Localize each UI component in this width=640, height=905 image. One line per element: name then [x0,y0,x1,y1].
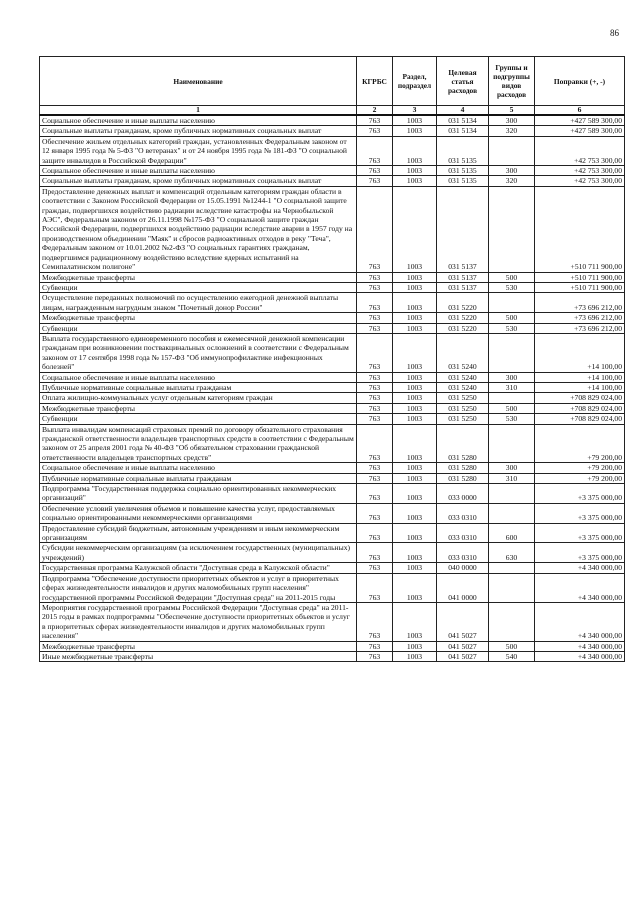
table-row [40,463,625,473]
table-row [40,136,625,165]
row-name: Социальное обеспечение и иные выплаты населению [40,166,357,176]
row-target-item: 031 5250 [437,393,489,403]
row-amount: +73 696 212,00 [535,323,625,333]
row-expense-group: 500 [489,641,535,651]
row-expense-group: 300 [489,166,535,176]
row-target-item: 031 5137 [437,186,489,272]
row-section: 1003 [393,563,437,573]
row-name: Социальное обеспечение и иные выплаты населению [40,372,357,382]
row-kgrbs: 763 [357,503,393,523]
row-section: 1003 [393,424,437,463]
row-amount: +427 589 300,00 [535,115,625,126]
column-number: 1 [40,106,357,116]
table-row [40,484,625,504]
row-name: Социальные выплаты гражданам, кроме публичных нормативных социальных выплат [40,126,357,136]
row-kgrbs: 763 [357,136,393,165]
page-number: 86 [610,28,619,38]
row-name: Обеспечение жильем отдельных категорий граждан, установленных Федеральным законом от 12 января 1995 года № 5-ФЗ "О ветеранах" и от 24 ноября 1995 года № 181-ФЗ "О социальной защите инвалидов в Российской Федерации" [40,136,357,165]
row-amount: +42 753 300,00 [535,176,625,186]
row-name: Социальное обеспечение и иные выплаты населению [40,463,357,473]
row-amount: +79 200,00 [535,473,625,483]
row-expense-group [489,186,535,272]
row-section: 1003 [393,333,437,372]
budget-table [39,56,625,662]
row-amount: +510 711 900,00 [535,272,625,282]
row-kgrbs: 763 [357,414,393,424]
row-target-item: 041 0000 [437,573,489,602]
row-target-item: 031 5134 [437,115,489,126]
table-row [40,282,625,292]
table-row [40,414,625,424]
table-row [40,186,625,272]
row-name: Межбюджетные трансферты [40,641,357,651]
row-target-item: 031 5220 [437,293,489,313]
header-section: Раздел, подраздел [393,57,437,106]
table-row [40,372,625,382]
row-name: Выплата государственного единовременного пособия и ежемесячной денежной компенсации гражданам при возникновении поствакцинальных осложнений в соответствии с Федеральным законом от 17 сентября 1998 года № 157-ФЗ "Об иммунопрофилактике инфекционных болезней" [40,333,357,372]
row-section: 1003 [393,382,437,392]
row-expense-group: 310 [489,473,535,483]
row-section: 1003 [393,136,437,165]
row-amount: +708 829 024,00 [535,393,625,403]
row-expense-group [489,563,535,573]
row-expense-group: 530 [489,282,535,292]
header-name: Наименование [40,57,357,106]
row-expense-group [489,503,535,523]
row-target-item: 041 5027 [437,641,489,651]
row-target-item: 031 5250 [437,414,489,424]
row-target-item: 040 0000 [437,563,489,573]
row-kgrbs: 763 [357,403,393,413]
row-expense-group [489,424,535,463]
table-row [40,651,625,661]
row-kgrbs: 763 [357,573,393,602]
row-target-item: 033 0310 [437,523,489,543]
row-section: 1003 [393,414,437,424]
row-name: Мероприятия государственной программы Российской Федерации "Доступная среда" на 2011-2015 годы в рамках подпрограммы "Обеспечение доступности приоритетных объектов и услуг в приоритетных сферах жизнедеятельности инвалидов и других маломобильных групп населения" [40,602,357,641]
row-target-item: 041 5027 [437,602,489,641]
table-row [40,503,625,523]
row-kgrbs: 763 [357,333,393,372]
row-amount: +3 375 000,00 [535,523,625,543]
row-expense-group: 500 [489,403,535,413]
row-kgrbs: 763 [357,126,393,136]
column-number: 4 [437,106,489,116]
row-name: Социальные выплаты гражданам, кроме публичных нормативных социальных выплат [40,176,357,186]
row-amount: +3 375 000,00 [535,484,625,504]
table-row [40,602,625,641]
row-target-item: 031 5137 [437,282,489,292]
row-amount: +79 200,00 [535,424,625,463]
row-kgrbs: 763 [357,372,393,382]
row-section: 1003 [393,641,437,651]
row-expense-group [489,393,535,403]
row-amount: +73 696 212,00 [535,313,625,323]
row-name: Публичные нормативные социальные выплаты гражданам [40,382,357,392]
row-target-item: 033 0310 [437,543,489,563]
row-name: Субвенции [40,282,357,292]
table-row [40,313,625,323]
row-amount: +4 340 000,00 [535,651,625,661]
row-expense-group: 300 [489,372,535,382]
row-name: Межбюджетные трансферты [40,313,357,323]
row-kgrbs: 763 [357,186,393,272]
row-kgrbs: 763 [357,166,393,176]
row-target-item: 031 5250 [437,403,489,413]
row-section: 1003 [393,166,437,176]
row-amount: +14 100,00 [535,372,625,382]
row-section: 1003 [393,602,437,641]
row-kgrbs: 763 [357,543,393,563]
column-numbers-row [40,106,625,116]
row-section: 1003 [393,293,437,313]
row-section: 1003 [393,503,437,523]
row-kgrbs: 763 [357,484,393,504]
row-amount: +4 340 000,00 [535,573,625,602]
row-target-item: 031 5240 [437,372,489,382]
column-number: 5 [489,106,535,116]
row-section: 1003 [393,403,437,413]
row-expense-group: 310 [489,382,535,392]
row-target-item: 033 0000 [437,484,489,504]
row-amount: +73 696 212,00 [535,293,625,313]
row-section: 1003 [393,313,437,323]
row-target-item: 031 5137 [437,272,489,282]
row-kgrbs: 763 [357,393,393,403]
row-amount: +4 340 000,00 [535,602,625,641]
row-kgrbs: 763 [357,313,393,323]
row-expense-group: 600 [489,523,535,543]
table-body [40,115,625,662]
row-section: 1003 [393,523,437,543]
row-expense-group: 320 [489,176,535,186]
row-name: Социальное обеспечение и иные выплаты населению [40,115,357,126]
row-kgrbs: 763 [357,382,393,392]
row-target-item: 031 5134 [437,126,489,136]
row-kgrbs: 763 [357,651,393,661]
column-number: 2 [357,106,393,116]
row-expense-group: 530 [489,414,535,424]
row-kgrbs: 763 [357,176,393,186]
row-section: 1003 [393,186,437,272]
row-target-item: 031 5240 [437,382,489,392]
row-kgrbs: 763 [357,641,393,651]
row-amount: +708 829 024,00 [535,403,625,413]
row-kgrbs: 763 [357,523,393,543]
row-target-item: 031 5280 [437,424,489,463]
row-amount: +4 340 000,00 [535,563,625,573]
row-section: 1003 [393,463,437,473]
row-expense-group [489,484,535,504]
row-section: 1003 [393,484,437,504]
row-name: Публичные нормативные социальные выплаты гражданам [40,473,357,483]
table-row [40,523,625,543]
header-target-item: Целевая статья расходов [437,57,489,106]
row-expense-group: 500 [489,313,535,323]
row-expense-group [489,573,535,602]
row-expense-group [489,602,535,641]
row-target-item: 031 5280 [437,473,489,483]
row-amount: +14 100,00 [535,382,625,392]
row-name: Межбюджетные трансферты [40,403,357,413]
row-expense-group: 300 [489,115,535,126]
row-section: 1003 [393,573,437,602]
row-name: Субвенции [40,414,357,424]
table-row [40,293,625,313]
row-kgrbs: 763 [357,602,393,641]
row-name: Подпрограмма "Государственная поддержка социально ориентированных некоммерческих организаций" [40,484,357,504]
row-name: Государственная программа Калужской области "Доступная среда в Калужской области" [40,563,357,573]
row-amount: +708 829 024,00 [535,414,625,424]
row-expense-group: 530 [489,323,535,333]
row-target-item: 031 5135 [437,176,489,186]
table-row [40,424,625,463]
column-number: 6 [535,106,625,116]
table-row [40,473,625,483]
header-row [40,57,625,106]
row-target-item: 031 5240 [437,333,489,372]
header-amendment: Поправки (+, -) [535,57,625,106]
table-row [40,176,625,186]
row-target-item: 031 5220 [437,313,489,323]
row-kgrbs: 763 [357,473,393,483]
row-expense-group: 500 [489,272,535,282]
table-row [40,543,625,563]
row-section: 1003 [393,372,437,382]
row-amount: +79 200,00 [535,463,625,473]
row-expense-group: 540 [489,651,535,661]
table-row [40,115,625,126]
row-target-item: 031 5280 [437,463,489,473]
row-name: Выплата инвалидам компенсаций страховых премий по договору обязательного страхования гражданской ответственности владельцев транспортных средств в соответствии с Федеральным законом от 25 апреля 2001 года № 40-ФЗ "Об обязательном страховании гражданской ответственности владельцев транспортных средств" [40,424,357,463]
row-kgrbs: 763 [357,463,393,473]
row-name: Обеспечение условий увеличения объемов и повышение качества услуг, предоставляемых социально ориентированными некоммерческими организациями [40,503,357,523]
row-kgrbs: 763 [357,563,393,573]
row-kgrbs: 763 [357,293,393,313]
row-amount: +427 589 300,00 [535,126,625,136]
row-amount: +42 753 300,00 [535,136,625,165]
row-section: 1003 [393,323,437,333]
row-section: 1003 [393,176,437,186]
row-section: 1003 [393,393,437,403]
column-number: 3 [393,106,437,116]
row-name: Иные межбюджетные трансферты [40,651,357,661]
table-row [40,563,625,573]
row-section: 1003 [393,473,437,483]
row-kgrbs: 763 [357,115,393,126]
row-target-item: 031 5135 [437,136,489,165]
row-name: Предоставление субсидий бюджетным, автономным учреждениям и иным некоммерческим организациям [40,523,357,543]
row-amount: +3 375 000,00 [535,503,625,523]
row-expense-group [489,293,535,313]
row-amount: +42 753 300,00 [535,166,625,176]
table-row [40,403,625,413]
row-section: 1003 [393,126,437,136]
table-row [40,641,625,651]
table-row [40,166,625,176]
row-target-item: 031 5220 [437,323,489,333]
row-section: 1003 [393,543,437,563]
row-target-item: 041 5027 [437,651,489,661]
row-name: Субвенции [40,323,357,333]
row-name: Подпрограмма "Обеспечение доступности приоритетных объектов и услуг в приоритетных сферах жизнедеятельности инвалидов и других маломобильных групп населения" государственной программы Российской Федерации "Доступная среда" на 2011-2015 годы [40,573,357,602]
header-expense-group: Группы и подгруппы видов расходов [489,57,535,106]
row-kgrbs: 763 [357,424,393,463]
row-name: Оплата жилищно-коммунальных услуг отдельным категориям граждан [40,393,357,403]
row-amount: +3 375 000,00 [535,543,625,563]
row-expense-group: 300 [489,463,535,473]
row-kgrbs: 763 [357,272,393,282]
row-amount: +14 100,00 [535,333,625,372]
row-expense-group: 630 [489,543,535,563]
row-target-item: 033 0310 [437,503,489,523]
row-section: 1003 [393,282,437,292]
table-row [40,382,625,392]
row-amount: +4 340 000,00 [535,641,625,651]
row-name: Осуществление переданных полномочий по осуществлению ежегодной денежной выплаты лицам, награжденным нагрудным знаком "Почетный донор России" [40,293,357,313]
row-name: Предоставление денежных выплат и компенсаций отдельным категориям граждан области в соответствии с Законом Российской Федерации от 15.05.1991 №1244-1 "О социальной защите граждан, подвергшихся воздействию радиации вследствие катастрофы на Чернобыльской АЭС", Федеральным законом от 26.11.1998 №175-ФЗ "О социальной защите граждан Российской Федерации, подвергшихся воздействию радиации вследствие аварии в 1957 году на производственном объединении "Маяк" и сбросов радиоактивных отходов в реку "Теча", Федеральным законом от 10.01.2002 №2-ФЗ "О социальных гарантиях гражданам, подвергшимся радиационному воздействию вследствие ядерных испытаний на Семипалатинском полигоне" [40,186,357,272]
table-row [40,573,625,602]
row-target-item: 031 5135 [437,166,489,176]
header-kgrbs: КГРБС [357,57,393,106]
row-kgrbs: 763 [357,282,393,292]
row-name: Межбюджетные трансферты [40,272,357,282]
row-kgrbs: 763 [357,323,393,333]
row-expense-group [489,136,535,165]
row-section: 1003 [393,651,437,661]
row-name: Субсидии некоммерческим организациям (за исключением государственных (муниципальных) учреждений) [40,543,357,563]
table-row [40,126,625,136]
row-amount: +510 711 900,00 [535,186,625,272]
row-expense-group [489,333,535,372]
row-expense-group: 320 [489,126,535,136]
row-section: 1003 [393,115,437,126]
table-row [40,323,625,333]
table-row [40,333,625,372]
row-section: 1003 [393,272,437,282]
table-row [40,393,625,403]
table-row [40,272,625,282]
row-amount: +510 711 900,00 [535,282,625,292]
